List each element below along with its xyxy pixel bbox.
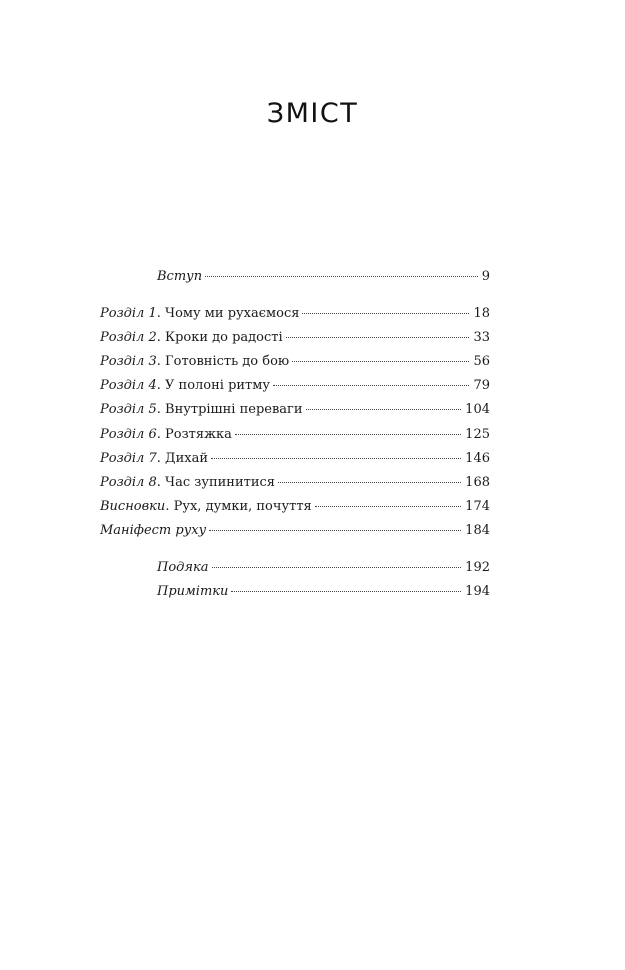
- toc-page-number: 18: [473, 306, 490, 321]
- toc-entry-label: Вступ: [157, 269, 203, 284]
- toc-entry-chapter-6[interactable]: [100, 425, 490, 445]
- dot-leader: [235, 434, 461, 435]
- toc-page-number: 146: [465, 451, 490, 466]
- dot-leader: [302, 313, 469, 314]
- toc-entry-label: Розділ 8. Час зупинитися: [100, 475, 275, 490]
- toc-page-number: 79: [473, 378, 490, 393]
- toc-entry-chapter-2[interactable]: [100, 328, 490, 348]
- toc-page-number: 174: [465, 499, 490, 514]
- toc-page-number: 194: [465, 584, 490, 599]
- toc-entry-intro[interactable]: [157, 267, 490, 287]
- toc-entry-label: Подяка: [157, 560, 209, 575]
- toc-page-number: 9: [481, 269, 490, 284]
- toc-entry-chapter-4[interactable]: [100, 376, 490, 396]
- dot-leader: [273, 385, 469, 386]
- dot-leader: [315, 506, 461, 507]
- dot-leader: [211, 458, 461, 459]
- toc-entry-label: Розділ 6. Розтяжка: [100, 427, 232, 442]
- toc-entry-label: Розділ 3. Готовність до бою: [100, 354, 290, 369]
- toc-entry-label: Примітки: [157, 584, 229, 599]
- dot-leader: [209, 530, 461, 531]
- toc-page-number: 33: [473, 330, 490, 345]
- toc-entry-label: Розділ 4. У полоні ритму: [100, 378, 271, 393]
- page-title: ЗМІСТ: [266, 98, 359, 129]
- toc-page-number: 104: [465, 402, 490, 417]
- dot-leader: [306, 409, 462, 410]
- toc-entry-chapter-3[interactable]: [100, 352, 490, 372]
- toc-entry-notes[interactable]: [157, 582, 490, 602]
- dot-leader: [292, 361, 469, 362]
- toc-entry-label: Розділ 1. Чому ми рухаємося: [100, 306, 300, 321]
- toc-entry-label: Висновки. Рух, думки, почуття: [100, 499, 312, 514]
- toc-entry-manifesto[interactable]: [100, 521, 490, 541]
- toc-page-number: 184: [465, 523, 490, 538]
- dot-leader: [278, 482, 461, 483]
- toc-page-number: 192: [465, 560, 490, 575]
- toc-entry-chapter-7[interactable]: [100, 449, 490, 469]
- dot-leader: [205, 276, 478, 277]
- toc-page-number: 125: [465, 427, 490, 442]
- dot-leader: [286, 337, 470, 338]
- toc-page-number: 56: [473, 354, 490, 369]
- toc-entry-label: Маніфест руху: [100, 523, 207, 538]
- toc-entry-chapter-8[interactable]: [100, 473, 490, 493]
- toc-page-number: 168: [465, 475, 490, 490]
- toc-entry-acknowledgements[interactable]: [157, 558, 490, 578]
- dot-leader: [231, 591, 461, 592]
- toc-entry-chapter-5[interactable]: [100, 400, 490, 420]
- toc-entry-chapter-1[interactable]: [100, 304, 490, 324]
- dot-leader: [212, 567, 462, 568]
- toc-entry-conclusions[interactable]: [100, 497, 490, 517]
- toc-entry-label: Розділ 7. Дихай: [100, 451, 208, 466]
- toc-entry-label: Розділ 2. Кроки до радості: [100, 330, 283, 345]
- toc-entry-label: Розділ 5. Внутрішні переваги: [100, 402, 303, 417]
